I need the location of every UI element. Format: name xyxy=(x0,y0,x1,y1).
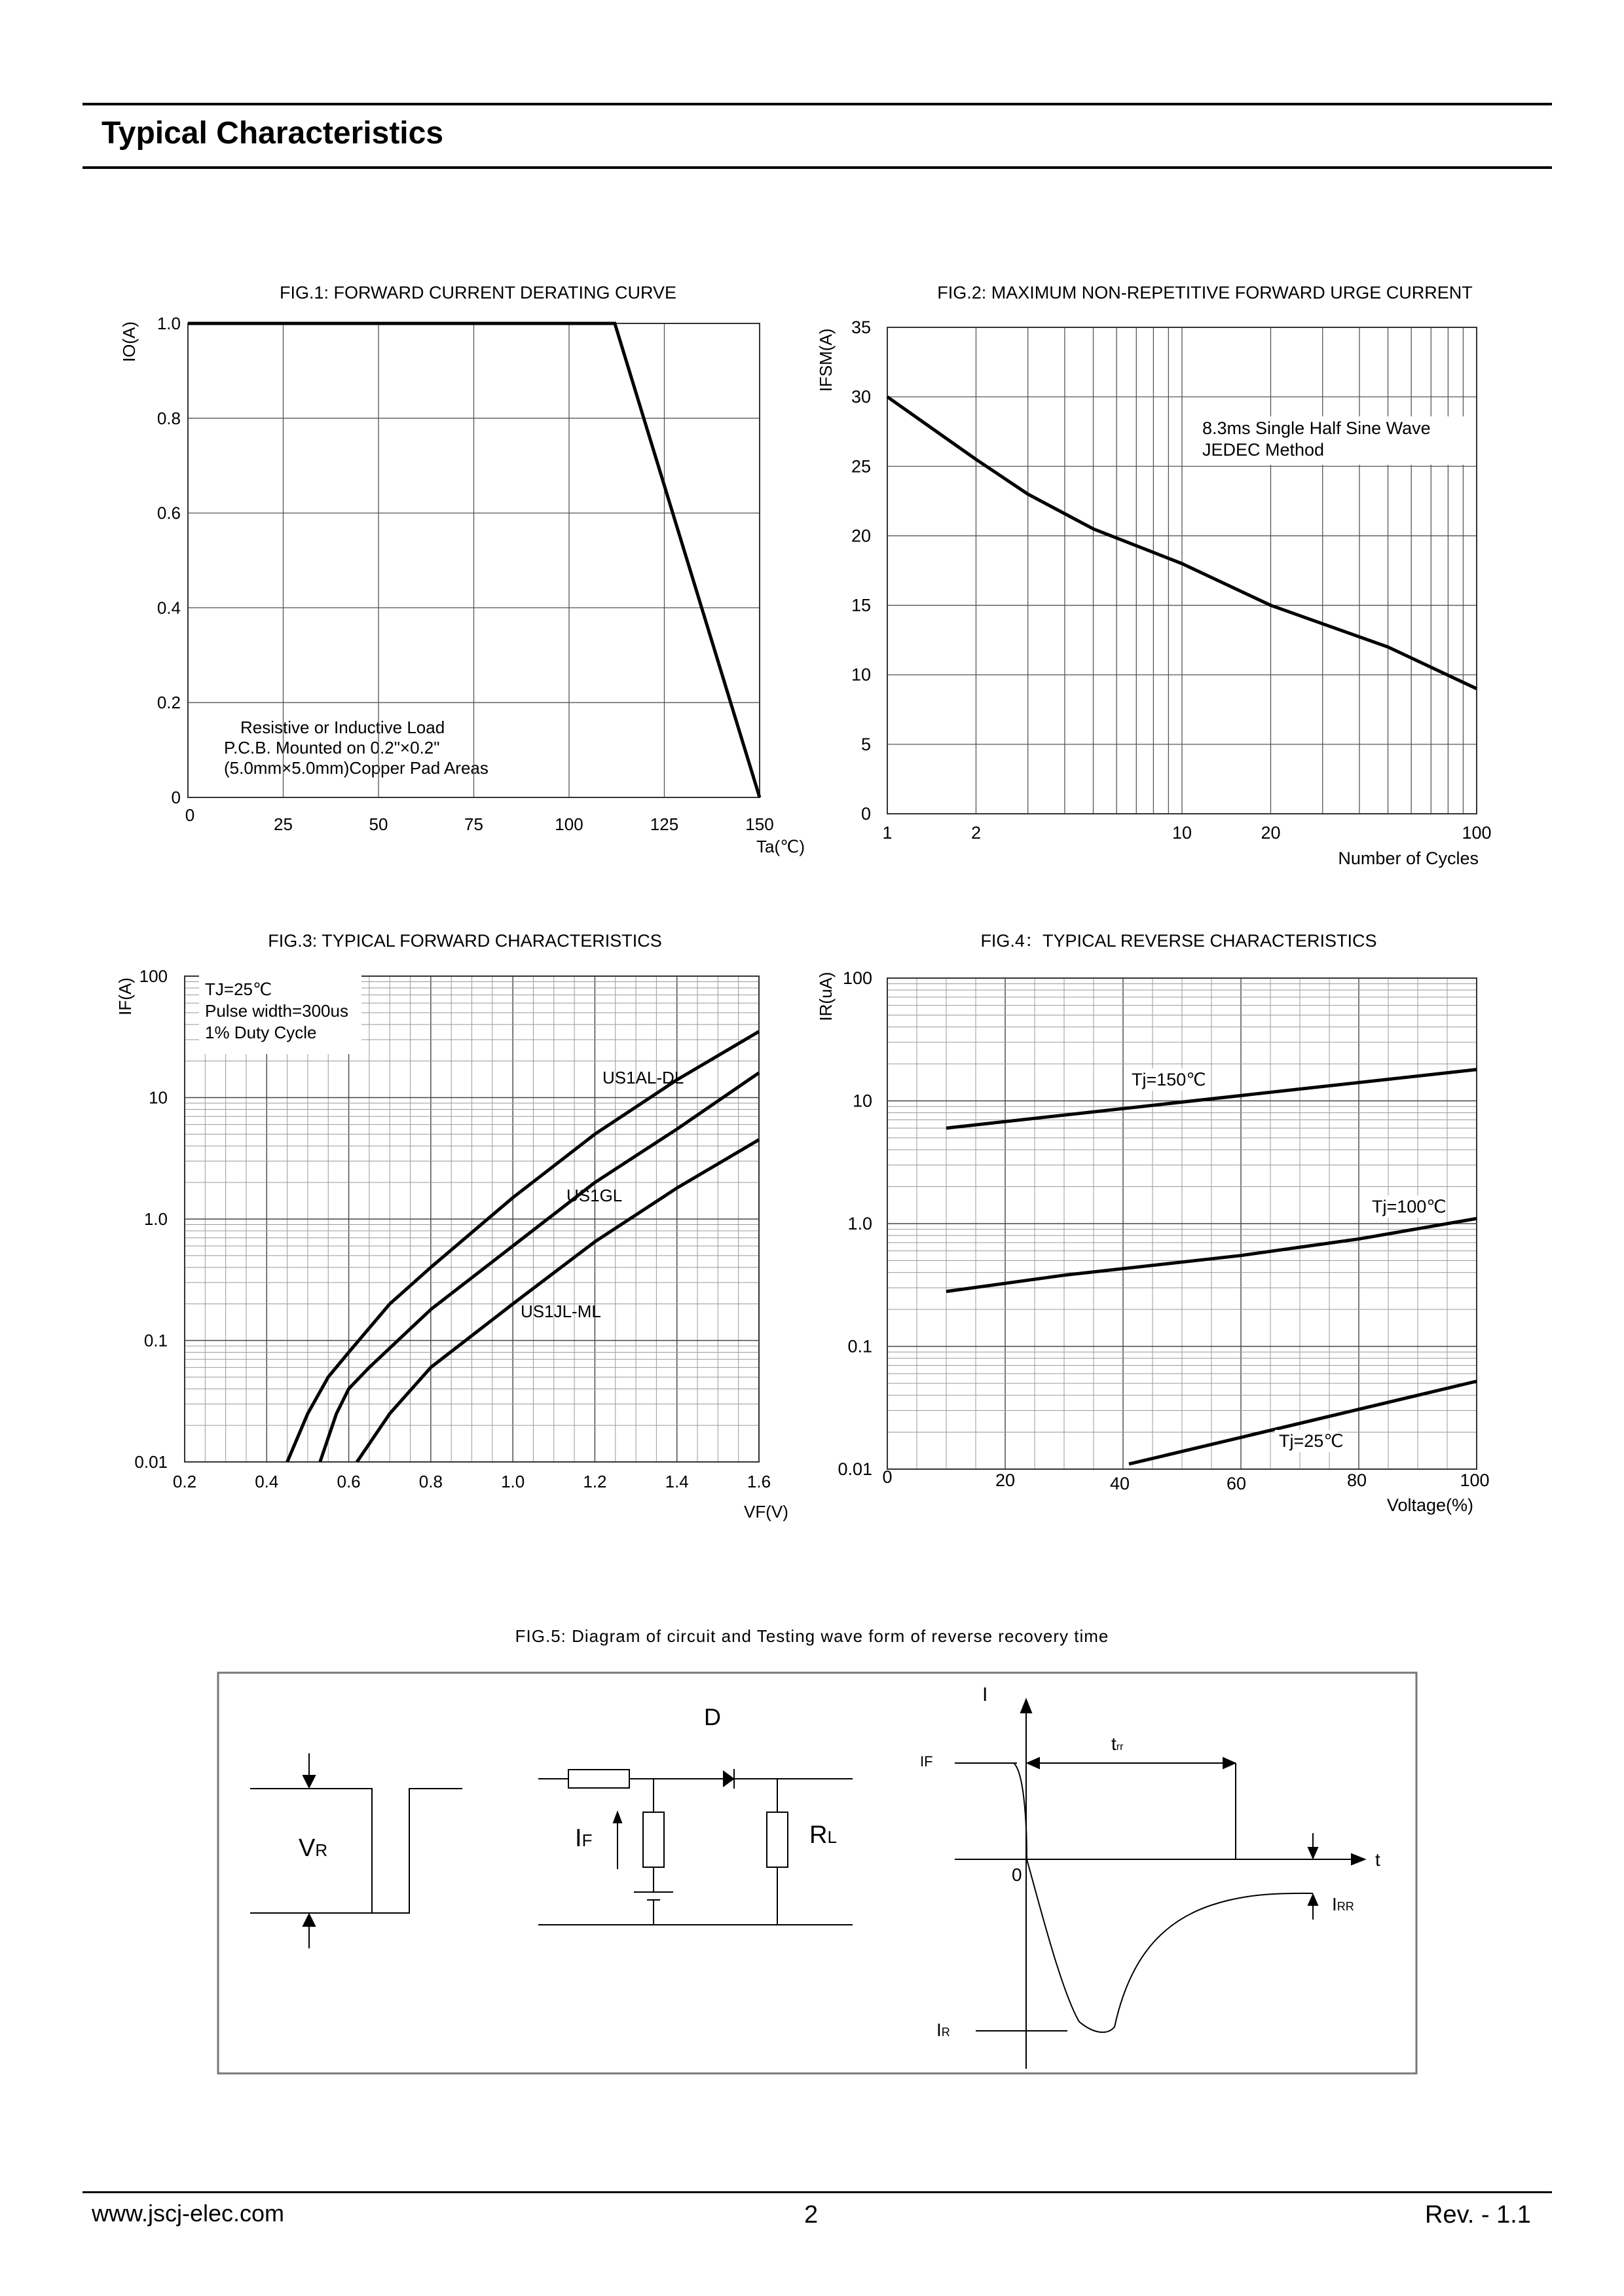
fig1-chart xyxy=(111,282,805,871)
trr-arrow-right xyxy=(1223,1758,1235,1768)
fig4-ytick-label: 0.01 xyxy=(838,1459,872,1479)
fig3-title: FIG.3: TYPICAL FORWARD CHARACTERISTICS xyxy=(268,931,662,951)
fig1-xlabel: Ta(℃) xyxy=(756,837,805,856)
diode-label: D xyxy=(704,1704,721,1730)
fig4-ylabel: IR(uA) xyxy=(816,972,836,1021)
fig3-xtick-label: 1.4 xyxy=(665,1472,689,1491)
fig3-xtick-label: 1.2 xyxy=(583,1472,607,1491)
fig4-ytick-label: 100 xyxy=(842,968,872,988)
circuit-resistor xyxy=(568,1770,629,1788)
fig4-xtick-label: 100 xyxy=(1460,1470,1490,1490)
fig5-title: FIG.5: Diagram of circuit and Testing wave form of reverse recovery time xyxy=(515,1626,1109,1646)
vr-label-sub: R xyxy=(315,1840,328,1860)
fig3-xlabel: VF(V) xyxy=(744,1502,788,1522)
fig4-xtick-label: 60 xyxy=(1226,1474,1247,1493)
vr-arrow-bottom-head xyxy=(303,1914,315,1926)
fig3-ylabel: IF(A) xyxy=(115,977,135,1015)
ir-label-main: I xyxy=(936,2020,942,2040)
vr-label xyxy=(299,1834,327,1862)
fig3-xtick-label: 1.6 xyxy=(747,1472,771,1491)
ir-label-sub: R xyxy=(941,2026,950,2039)
irr-arrow-top-head xyxy=(1308,1848,1318,1858)
fig2-xtick-label: 2 xyxy=(970,823,981,843)
fig3-chart xyxy=(111,923,805,1525)
fig2-xtick-label: 1 xyxy=(882,823,893,843)
fig2-ytick-label: 30 xyxy=(851,387,871,407)
fig4-grid xyxy=(887,978,1477,1469)
fig1-note-line: (5.0mm×5.0mm)Copper Pad Areas xyxy=(224,758,489,778)
fig3-xtick-label: 0.8 xyxy=(418,1472,443,1491)
fig3-ytick-label: 0.1 xyxy=(143,1330,168,1351)
fig1-xtick-label: 50 xyxy=(369,814,388,834)
fig1-note-line: P.C.B. Mounted on 0.2"×0.2" xyxy=(224,738,440,757)
fig2-ytick-label: 0 xyxy=(860,804,871,824)
fig3-series-line xyxy=(357,1140,759,1462)
footer-url: www.jscj-elec.com xyxy=(92,2200,285,2227)
fig3-xtick-label: 0.6 xyxy=(337,1472,361,1491)
fig2-ytick-label: 20 xyxy=(851,526,871,546)
time-axis-arrow xyxy=(1352,1854,1365,1865)
fig3-xtick-label: 0.4 xyxy=(255,1472,279,1491)
irr-label-sub: RR xyxy=(1337,1900,1354,1913)
fig3-ytick-label: 100 xyxy=(139,966,168,986)
if-label-main: I xyxy=(575,1825,582,1852)
fig3-ytick-label: 10 xyxy=(149,1087,168,1108)
fig2-chart xyxy=(812,282,1506,884)
fig1-xtick-label: 25 xyxy=(274,814,293,834)
fig1-note-line: Resistive or Inductive Load xyxy=(240,718,445,737)
fig1-xtick-label: 100 xyxy=(555,814,583,834)
fig1-xtick-label: 125 xyxy=(650,814,679,834)
fig2-ytick-label: 15 xyxy=(851,595,871,615)
fig2-xtick-label: 20 xyxy=(1261,823,1281,843)
fig3-series-line xyxy=(287,1032,759,1462)
fig1-xtick-label: 150 xyxy=(745,814,774,834)
fig1-ytick-label: 0.8 xyxy=(157,408,181,428)
rl-resistor xyxy=(767,1812,788,1867)
fig1-ytick-label: 0.6 xyxy=(157,503,181,523)
vr-label-main: V xyxy=(299,1834,316,1862)
fig4-xtick-label: 0 xyxy=(882,1467,893,1487)
footer-rule xyxy=(83,2191,1552,2193)
fig4-series-label: Tj=150℃ xyxy=(1132,1070,1206,1089)
rl-label-main: R xyxy=(809,1821,828,1849)
fig3-series-label: US1GL xyxy=(566,1186,623,1205)
fig2-note-line: 8.3ms Single Half Sine Wave xyxy=(1202,418,1431,438)
fig1-ytick-label: 0.2 xyxy=(157,693,181,713)
fig2-ytick-label: 10 xyxy=(851,665,871,685)
if-source xyxy=(643,1812,664,1867)
irr-label xyxy=(1332,1894,1354,1914)
fig4-series-label: Tj=100℃ xyxy=(1372,1197,1447,1216)
time-axis-label: t xyxy=(1375,1850,1380,1870)
header-bottom-rule xyxy=(83,166,1552,169)
rl-label xyxy=(809,1821,837,1849)
fig1-ytick-label: 1.0 xyxy=(157,314,181,333)
header-top-rule xyxy=(83,103,1552,105)
fig4-chart xyxy=(812,923,1506,1525)
fig3-note xyxy=(199,975,361,1054)
fig2-ytick-label: 35 xyxy=(851,318,871,337)
fig3-xtick-label: 0.2 xyxy=(172,1472,197,1491)
current-axis-arrow xyxy=(1021,1700,1031,1713)
reverse-recovery-curve xyxy=(1014,1763,1313,2032)
current-axis-label: I xyxy=(982,1684,988,1705)
fig3-series-label: US1JL-ML xyxy=(521,1302,601,1321)
vr-waveform xyxy=(250,1753,462,1948)
fig4-ytick-label: 0.1 xyxy=(847,1336,872,1357)
fig1-title: FIG.1: FORWARD CURRENT DERATING CURVE xyxy=(279,283,677,302)
trr-label-sub: rr xyxy=(1116,1741,1124,1753)
fig2-note-line: JEDEC Method xyxy=(1202,440,1325,460)
fig2-xtick-label: 10 xyxy=(1172,823,1192,843)
irr-label-main: I xyxy=(1332,1894,1337,1914)
trr-label xyxy=(1111,1734,1124,1754)
fig1-xtick-label: 75 xyxy=(464,814,483,834)
irr-arrow-bottom-head xyxy=(1308,1895,1318,1905)
fig5-diagram xyxy=(0,1617,1624,2102)
fig2-ytick-label: 25 xyxy=(851,456,871,477)
fig4-xtick-label: 40 xyxy=(1109,1474,1130,1493)
fig1-ytick-label: 0.4 xyxy=(157,598,181,618)
trr-arrow-left xyxy=(1027,1758,1039,1768)
fig3-note-line: Pulse width=300us xyxy=(205,1001,348,1021)
vr-pulse-line xyxy=(250,1789,462,1913)
origin-label: 0 xyxy=(1012,1865,1022,1885)
vr-arrow-top-head xyxy=(303,1776,315,1787)
fig4-xtick-label: 20 xyxy=(995,1470,1016,1490)
fig1-xtick-label: 0 xyxy=(185,805,195,825)
fig2-grid xyxy=(887,327,1477,814)
if-level-label: IF xyxy=(920,1753,933,1770)
fig3-ytick-label: 0.01 xyxy=(134,1452,168,1472)
fig1-ytick-label: 0 xyxy=(171,788,181,807)
ir-label xyxy=(936,2020,950,2040)
fig3-note-line: 1% Duty Cycle xyxy=(205,1023,317,1042)
page-number: 2 xyxy=(804,2201,819,2229)
trr-label-main: t xyxy=(1111,1734,1116,1754)
rl-label-sub: L xyxy=(827,1827,837,1847)
fig4-ytick-label: 1.0 xyxy=(847,1214,872,1233)
if-label xyxy=(575,1825,592,1852)
fig2-title: FIG.2: MAXIMUM NON-REPETITIVE FORWARD URGE CURRENT xyxy=(937,283,1473,302)
fig2-ytick-label: 5 xyxy=(860,734,871,754)
fig5-frame xyxy=(218,1673,1416,2073)
fig1-ylabel: IO(A) xyxy=(119,321,139,363)
fig2-xlabel: Number of Cycles xyxy=(1338,848,1479,868)
fig4-series-label: Tj=25℃ xyxy=(1279,1431,1344,1451)
if-label-sub: F xyxy=(581,1831,593,1850)
fig4-title: FIG.4：TYPICAL REVERSE CHARACTERISTICS xyxy=(980,931,1377,951)
diode-symbol xyxy=(724,1772,733,1786)
fig4-xtick-label: 80 xyxy=(1346,1470,1367,1490)
if-arrow-head xyxy=(614,1812,621,1823)
page-title: Typical Characteristics xyxy=(101,116,444,151)
fig2-ylabel: IFSM(A) xyxy=(816,328,836,392)
fig3-xtick-label: 1.0 xyxy=(501,1472,525,1491)
fig3-ytick-label: 1.0 xyxy=(143,1209,168,1229)
fig4-xlabel: Voltage(%) xyxy=(1386,1495,1473,1515)
fig3-series-label: US1AL-DL xyxy=(602,1068,684,1087)
fig3-note-line: TJ=25℃ xyxy=(205,979,272,999)
revision-label: Rev. - 1.1 xyxy=(1425,2201,1531,2229)
fig4-ytick-label: 10 xyxy=(852,1091,872,1111)
fig2-xtick-label: 100 xyxy=(1462,823,1492,843)
